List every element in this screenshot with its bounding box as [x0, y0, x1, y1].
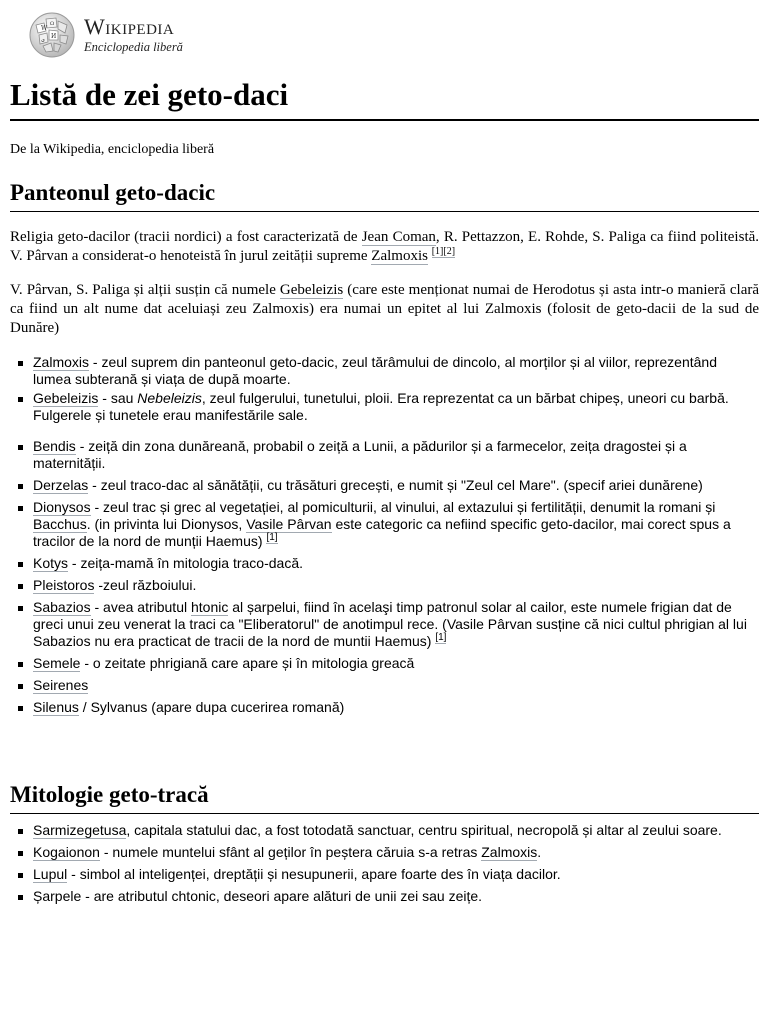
gods-list [10, 354, 759, 716]
link-seirenes[interactable]: Seirenes [33, 677, 89, 693]
paragraph-gebeleizis: V. Pârvan, S. Paliga și alții susțin că numele Gebeleizis (care este menționat numai de Herodotus și asta intr-o manieră clară ca fiind un alt nume dat aceluiași zeu Zalmoxis) era numai un epitet al lui Zalmoxis (folosit de geto-dacii de la sud de Dunăre) [10, 282, 760, 336]
svg-text:ي: ي [41, 37, 45, 43]
list-item: Zalmoxis - zeul suprem din panteonul geto-dacic, zeul tărâmului de dincolo, al morților și al viilor, reprezentând lumea subterană și viața de după moarte. [10, 354, 759, 388]
link-zalmoxis-kogaionon[interactable]: Zalmoxis [481, 844, 538, 860]
wikipedia-globe-logo-icon[interactable] [28, 11, 76, 59]
page-title: Listă de zei geto-daci [10, 76, 759, 121]
list-item: Lupul - simbol al inteligenței, dreptății și nesupunerii, apare foarte des în viața dacilor. [10, 866, 759, 883]
list-item: Bendis - zeiță din zona dunăreană, probabil o zeiță a Lunii, a pădurilor și a farmecelor, zeița dragostei și a maternității. [10, 438, 759, 472]
link-dionysos[interactable]: Dionysos [33, 499, 91, 515]
list-item: Gebeleizis - sau Nebeleizis, zeul fulgerului, tunetului, ploii. Era reprezentat ca un bărbat chipeș, uneori cu barbă. Fulgerele și tunetele erau manifestările sale. [10, 390, 759, 424]
from-wikipedia-tagline: De la Wikipedia, enciclopedia liberă [10, 142, 215, 157]
list-item [10, 677, 759, 694]
link-zalmoxis[interactable]: Zalmoxis [371, 248, 428, 264]
list-item: Silenus / Sylvanus (apare dupa cucerirea romană) [10, 699, 759, 716]
reference-1[interactable]: [1] [431, 246, 444, 257]
wordmark-tagline: Enciclopedia liberă [84, 40, 183, 55]
svg-text:И: И [51, 33, 57, 40]
list-item: Kogaionon - numele muntelui sfânt al geților în peștera căruia s-a retras Zalmoxis. [10, 844, 759, 861]
list-item: Șarpele - are atributul chtonic, deseori apare alături de unii zei sau zeițe. [10, 888, 759, 905]
link-vasile-parvan[interactable]: Vasile Pârvan [246, 516, 332, 532]
section-heading-panteon: Panteonul geto-dacic [10, 178, 759, 212]
link-derzelas[interactable]: Derzelas [33, 477, 89, 493]
list-item: Pleistoros -zeul războiului. [10, 577, 759, 594]
link-sabazios[interactable]: Sabazios [33, 599, 91, 615]
paragraph-religion: Religia geto-dacilor (tracii nordici) a fost caracterizată de Jean Coman, R. Pettazzon, E. Rohde, S. Paliga ca fiind politeistă. V. Pârvan a considerat-o henoteistă în jurul zeității supreme Zalmoxis [1][2] [10, 229, 760, 264]
link-lupul[interactable]: Lupul [33, 866, 68, 882]
link-sarmizegetusa[interactable]: Sarmizegetusa [33, 822, 127, 838]
link-gebeleizis[interactable]: Gebeleizis [279, 282, 344, 298]
list-item: Sabazios - avea atributul htonic al șarpelui, fiind în acelaşi timp patronul solar al cailor, este numele frigian dat de greci unui zeu venerat la traci ca "Eliberatorul" de anotimpul rece. (Vasile Pârvan susține că nici cultul phrigian al lui Sabazios nu era practicat de tracii de la nord de muntii Haemus) [1] [10, 599, 759, 650]
link-jean-coman[interactable]: Jean Coman [361, 229, 436, 245]
list-item: Kotys - zeița-mamă în mitologia traco-dacă. [10, 555, 759, 572]
link-bendis[interactable]: Bendis [33, 438, 76, 454]
link-gebeleizis-item[interactable]: Gebeleizis [33, 390, 99, 406]
section-heading-mitologie: Mitologie geto-tracă [10, 780, 759, 814]
list-item: Dionysos - zeul trac și grec al vegetației, al pomiculturii, al vinului, al extazului și fertilității, denumit la romani și Bacchus. (in privinta lui Dionysos, Vasile Pârvan este categoric ca nefiind specific geto-dacilor, mai corect spus a tracilor de la nord de munții Haemus) [1] [10, 499, 759, 550]
mythology-list [10, 822, 759, 905]
list-item: Sarmizegetusa, capitala statului dac, a fost totodată sanctuar, centru spiritual, necropolă și altar al zeului soare. [10, 822, 759, 839]
reference-1[interactable]: [1] [266, 532, 278, 544]
link-silenus[interactable]: Silenus [33, 699, 79, 715]
link-pleistoros[interactable]: Pleistoros [33, 577, 95, 593]
link-htonic[interactable]: htonic [190, 599, 229, 615]
link-bacchus[interactable]: Bacchus [33, 516, 87, 532]
svg-text:Ω: Ω [50, 21, 55, 27]
site-header [28, 10, 183, 60]
link-zalmoxis-item[interactable]: Zalmoxis [33, 354, 90, 370]
wordmark[interactable] [84, 16, 183, 54]
reference-2[interactable]: [2] [443, 246, 456, 257]
wordmark-title: Wikipedia [84, 14, 175, 40]
list-item: Semele - o zeitate phrigiană care apare și în mitologia greacă [10, 655, 759, 672]
link-kogaionon[interactable]: Kogaionon [33, 844, 100, 860]
link-semele[interactable]: Semele [33, 655, 81, 671]
reference-1[interactable]: [1] [435, 632, 447, 644]
list-item: Derzelas - zeul traco-dac al sănătății, cu trăsături grecești, e numit și "Zeul cel Mare". (specif ariei dunărene) [10, 477, 759, 494]
link-kotys[interactable]: Kotys [33, 555, 69, 571]
svg-text:W: W [41, 25, 48, 32]
